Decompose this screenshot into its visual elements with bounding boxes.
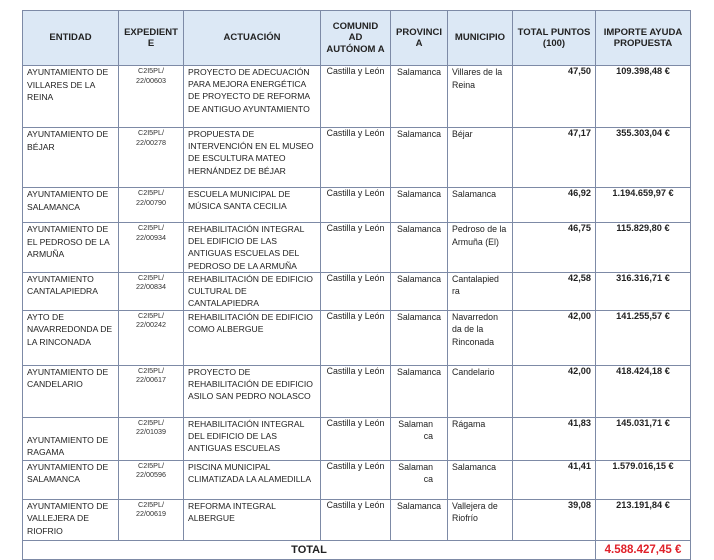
cell-expediente: C2I5PL/ 22/00790 [119, 188, 184, 223]
table-row [23, 460, 691, 499]
cell-entidad: AYUNTAMIENTO DE SALAMANCA [23, 188, 119, 223]
cell-provincia: Salamanca [391, 188, 448, 223]
table-row [23, 499, 691, 540]
cell-puntos: 47,17 [513, 128, 596, 188]
cell-importe: 1.579.016,15 € [596, 460, 691, 499]
cell-expediente: C2I5PL/ 22/01039 [119, 417, 184, 460]
header-puntos: TOTAL PUNTOS (100) [513, 11, 596, 66]
cell-municipio: Villares de la Reina [448, 66, 513, 128]
header-row [23, 11, 691, 66]
cell-provincia: Salamanca [391, 272, 448, 310]
cell-actuacion: REHABILITACIÓN DE EDIFICIO COMO ALBERGUE [184, 310, 321, 365]
header-actuacion: ACTUACIÓN [184, 11, 321, 66]
cell-comunidad: Castilla y León [321, 499, 391, 540]
cell-comunidad: Castilla y León [321, 66, 391, 128]
cell-comunidad: Castilla y León [321, 272, 391, 310]
cell-expediente: C2I5PL/ 22/00617 [119, 365, 184, 417]
cell-provincia: Salamanca [391, 310, 448, 365]
cell-entidad: AYUNTAMIENTO DE EL PEDROSO DE LA ARMUÑA [23, 223, 119, 273]
cell-puntos: 39,08 [513, 499, 596, 540]
cell-expediente: C2I5PL/ 22/00278 [119, 128, 184, 188]
cell-puntos: 46,92 [513, 188, 596, 223]
cell-provincia: Salamanca [391, 365, 448, 417]
table-row [23, 272, 691, 310]
cell-expediente: C2I5PL/ 22/00596 [119, 460, 184, 499]
total-row [23, 540, 691, 559]
cell-actuacion: REHABILITACIÓN INTEGRAL DEL EDIFICIO DE LAS ANTIGUAS ESCUELAS [184, 417, 321, 460]
header-municipio: MUNICIPIO [448, 11, 513, 66]
header-provincia: PROVINCI A [391, 11, 448, 66]
table-row [23, 188, 691, 223]
cell-puntos: 41,83 [513, 417, 596, 460]
cell-provincia: Salaman ca [391, 460, 448, 499]
cell-actuacion: ESCUELA MUNICIPAL DE MÚSICA SANTA CECILIA [184, 188, 321, 223]
cell-actuacion: PROPUESTA DE INTERVENCIÓN EN EL MUSEO DE ESCULTURA MATEO HERNÁNDEZ DE BÉJAR [184, 128, 321, 188]
header-importe: IMPORTE AYUDA PROPUESTA [596, 11, 691, 66]
header-comunidad: COMUNID AD AUTÓNOM A [321, 11, 391, 66]
cell-importe: 213.191,84 € [596, 499, 691, 540]
cell-entidad: AYUNTAMIENTO DE VILLARES DE LA REINA [23, 66, 119, 128]
cell-comunidad: Castilla y León [321, 365, 391, 417]
cell-importe: 141.255,57 € [596, 310, 691, 365]
cell-expediente: C2I5PL/ 22/00619 [119, 499, 184, 540]
cell-actuacion: REHABILITACIÓN INTEGRAL DEL EDIFICIO DE LAS ANTIGUAS ESCUELAS DEL PEDROSO DE LA ARMUÑA [184, 223, 321, 273]
cell-municipio: Salamanca [448, 460, 513, 499]
cell-provincia: Salaman ca [391, 417, 448, 460]
cell-provincia: Salamanca [391, 499, 448, 540]
cell-puntos: 42,00 [513, 365, 596, 417]
cell-comunidad: Castilla y León [321, 128, 391, 188]
cell-importe: 109.398,48 € [596, 66, 691, 128]
table-row [23, 223, 691, 273]
cell-entidad: AYTO DE NAVARREDONDA DE LA RINCONADA [23, 310, 119, 365]
cell-municipio: Vallejera de Riofrío [448, 499, 513, 540]
header-expediente: EXPEDIENT E [119, 11, 184, 66]
cell-entidad: AYUNTAMIENTO CANTALAPIEDRA [23, 272, 119, 310]
cell-importe: 316.316,71 € [596, 272, 691, 310]
table-row [23, 365, 691, 417]
cell-importe: 355.303,04 € [596, 128, 691, 188]
table-row [23, 128, 691, 188]
cell-comunidad: Castilla y León [321, 223, 391, 273]
cell-municipio: Salamanca [448, 188, 513, 223]
cell-municipio: Rágama [448, 417, 513, 460]
cell-expediente: C2I5PL/ 22/00834 [119, 272, 184, 310]
cell-actuacion: REHABILITACIÓN DE EDIFICIO CULTURAL DE CANTALAPIEDRA [184, 272, 321, 310]
cell-entidad: AYUNTAMIENTO DE VALLEJERA DE RIOFRIO [23, 499, 119, 540]
cell-municipio: Pedroso de la Armuña (El) [448, 223, 513, 273]
cell-municipio: Navarredon da de la Rinconada [448, 310, 513, 365]
cell-provincia: Salamanca [391, 66, 448, 128]
cell-importe: 1.194.659,97 € [596, 188, 691, 223]
cell-actuacion: PISCINA MUNICIPAL CLIMATIZADA LA ALAMEDILLA [184, 460, 321, 499]
cell-actuacion: REFORMA INTEGRAL ALBERGUE [184, 499, 321, 540]
cell-comunidad: Castilla y León [321, 310, 391, 365]
cell-municipio: Cantalapied ra [448, 272, 513, 310]
table-row [23, 66, 691, 128]
cell-entidad: AYUNTAMIENTO DE RAGAMA [23, 417, 119, 460]
cell-municipio: Béjar [448, 128, 513, 188]
cell-expediente: C2I5PL/ 22/00934 [119, 223, 184, 273]
cell-actuacion: PROYECTO DE REHABILITACIÓN DE EDIFICIO ASILO SAN PEDRO NOLASCO [184, 365, 321, 417]
cell-entidad: AYUNTAMIENTO DE SALAMANCA [23, 460, 119, 499]
cell-puntos: 42,58 [513, 272, 596, 310]
total-label: TOTAL [23, 540, 596, 559]
cell-comunidad: Castilla y León [321, 417, 391, 460]
cell-puntos: 42,00 [513, 310, 596, 365]
table-row [23, 417, 691, 460]
cell-entidad: AYUNTAMIENTO DE CANDELARIO [23, 365, 119, 417]
cell-entidad: AYUNTAMIENTO DE BÉJAR [23, 128, 119, 188]
cell-provincia: Salamanca [391, 223, 448, 273]
cell-expediente: C2I5PL/ 22/00242 [119, 310, 184, 365]
total-value: 4.588.427,45 € [596, 540, 691, 559]
cell-importe: 418.424,18 € [596, 365, 691, 417]
cell-importe: 115.829,80 € [596, 223, 691, 273]
cell-puntos: 46,75 [513, 223, 596, 273]
cell-provincia: Salamanca [391, 128, 448, 188]
subsidy-table [22, 10, 691, 560]
cell-puntos: 41,41 [513, 460, 596, 499]
cell-expediente: C2I5PL/ 22/00603 [119, 66, 184, 128]
table-row [23, 310, 691, 365]
cell-municipio: Candelario [448, 365, 513, 417]
cell-actuacion: PROYECTO DE ADECUACIÓN PARA MEJORA ENERGÉTICA DE PROYECTO DE REFORMA DE ANTIGUO AYUNTAMIENTO [184, 66, 321, 128]
cell-puntos: 47,50 [513, 66, 596, 128]
cell-importe: 145.031,71 € [596, 417, 691, 460]
cell-comunidad: Castilla y León [321, 188, 391, 223]
header-entidad: ENTIDAD [23, 11, 119, 66]
cell-comunidad: Castilla y León [321, 460, 391, 499]
